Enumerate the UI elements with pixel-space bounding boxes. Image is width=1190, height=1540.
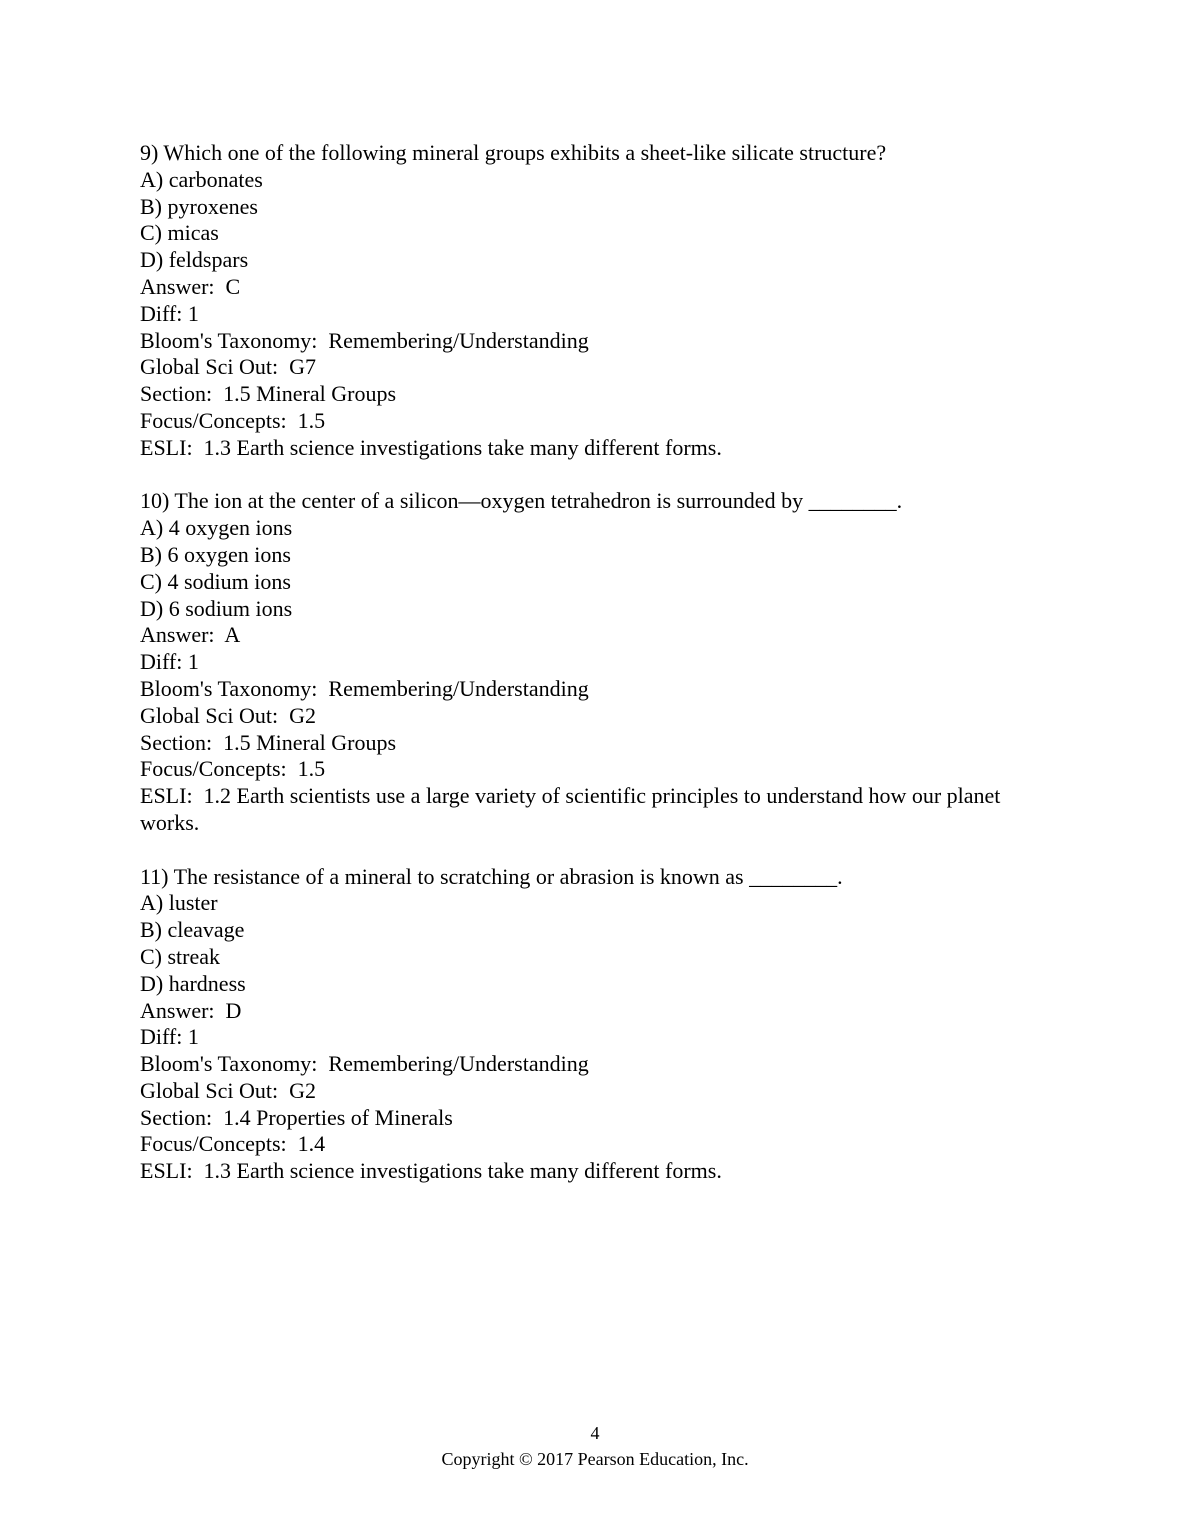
esli: ESLI: 1.2 Earth scientists use a large variety of scientific principles to understand how our planet works.: [140, 783, 1006, 835]
option: B) pyroxenes: [140, 193, 258, 219]
page-footer: [0, 1420, 1190, 1472]
question-block: [140, 864, 1040, 1186]
copyright-notice: Copyright © 2017 Pearson Education, Inc.: [441, 1449, 749, 1469]
focus-concepts: Focus/Concepts: 1.5: [140, 407, 326, 433]
question-stem: 9) Which one of the following mineral groups exhibits a sheet-like silicate structure?: [140, 140, 887, 165]
global-sci-out: Global Sci Out: G2: [140, 1077, 316, 1103]
option: D) 6 sodium ions: [140, 595, 293, 621]
global-sci-out: Global Sci Out: G7: [140, 354, 316, 380]
option: D) hardness: [140, 970, 246, 996]
question-stem: 11) The resistance of a mineral to scratching or abrasion is known as ________.: [140, 863, 843, 889]
question-block: [140, 488, 1040, 836]
question-stem: 10) The ion at the center of a silicon—oxygen tetrahedron is surrounded by ________.: [140, 488, 903, 514]
blooms-taxonomy: Bloom's Taxonomy: Remembering/Understanding: [140, 1051, 589, 1077]
section: Section: 1.5 Mineral Groups: [140, 381, 397, 407]
option: A) luster: [140, 890, 218, 916]
difficulty: Diff: 1: [140, 649, 199, 675]
option: C) micas: [140, 220, 219, 246]
option: B) 6 oxygen ions: [140, 541, 291, 567]
option: C) streak: [140, 943, 221, 969]
difficulty: Diff: 1: [140, 1024, 199, 1050]
answer: Answer: D: [140, 997, 242, 1023]
page-number: 4: [590, 1423, 600, 1443]
focus-concepts: Focus/Concepts: 1.5: [140, 756, 326, 782]
option: D) feldspars: [140, 247, 249, 273]
esli: ESLI: 1.3 Earth science investigations take many different forms.: [140, 1158, 722, 1184]
focus-concepts: Focus/Concepts: 1.4: [140, 1131, 326, 1157]
section: Section: 1.5 Mineral Groups: [140, 729, 397, 755]
blooms-taxonomy: Bloom's Taxonomy: Remembering/Understanding: [140, 327, 589, 353]
question-block: [140, 140, 1040, 462]
option: A) 4 oxygen ions: [140, 515, 293, 541]
blooms-taxonomy: Bloom's Taxonomy: Remembering/Understanding: [140, 675, 589, 701]
answer: Answer: C: [140, 273, 241, 299]
global-sci-out: Global Sci Out: G2: [140, 702, 316, 728]
option: B) cleavage: [140, 917, 245, 943]
answer: Answer: A: [140, 622, 241, 648]
option: A) carbonates: [140, 166, 263, 192]
section: Section: 1.4 Properties of Minerals: [140, 1104, 453, 1130]
option: C) 4 sodium ions: [140, 568, 291, 594]
difficulty: Diff: 1: [140, 300, 199, 326]
esli: ESLI: 1.3 Earth science investigations take many different forms.: [140, 434, 722, 460]
document-body: [140, 140, 1040, 1212]
